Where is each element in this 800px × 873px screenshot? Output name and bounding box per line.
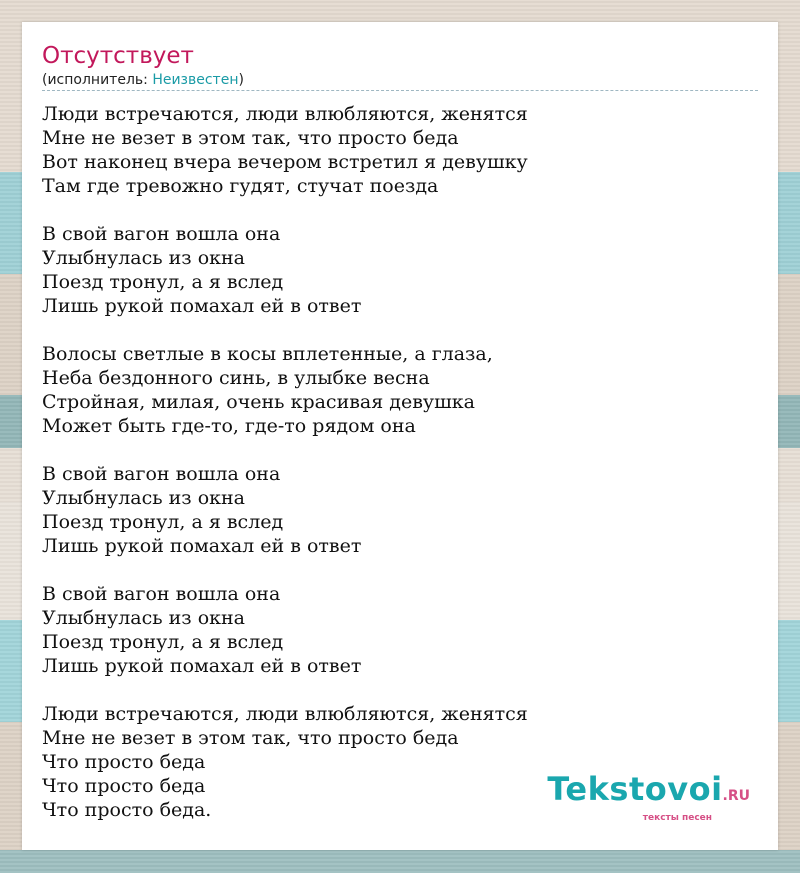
logo-word: Tekstovoi: [547, 770, 723, 808]
lyrics-line: Люди встречаются, люди влюбляются, женятся: [42, 103, 528, 125]
lyrics-line: Улыбнулась из окна: [42, 247, 245, 269]
song-title: Отсутствует: [42, 43, 194, 69]
lyrics-line: Волосы светлые в косы вплетенные, а глаза,: [42, 343, 493, 365]
lyrics-line: Лишь рукой помахал ей в ответ: [42, 535, 362, 557]
lyrics-line: Стройная, милая, очень красивая девушка: [42, 391, 475, 413]
lyrics-stanza: [42, 342, 528, 438]
title-divider: [42, 90, 758, 91]
artist-line: [42, 71, 244, 89]
lyrics-stanza: [42, 462, 528, 558]
lyrics-stanza: [42, 582, 528, 678]
lyrics-line: В свой вагон вошла она: [42, 463, 281, 485]
lyrics-line: Поезд тронул, а я вслед: [42, 631, 284, 653]
lyrics-line: Поезд тронул, а я вслед: [42, 511, 284, 533]
lyrics-stanza: [42, 102, 528, 198]
lyrics-line: Люди встречаются, люди влюбляются, женятся: [42, 703, 528, 725]
lyrics-line: Может быть где-то, где-то рядом она: [42, 415, 416, 437]
logo-tld: .RU: [722, 788, 750, 804]
lyrics-line: Там где тревожно гудят, стучат поезда: [42, 175, 439, 197]
artist-suffix: ): [238, 72, 244, 88]
lyrics-line: Мне не везет в этом так, что просто беда: [42, 727, 459, 749]
lyrics-line: Что просто беда.: [42, 799, 212, 821]
logo-wordmark: [547, 772, 750, 813]
lyrics-line: Лишь рукой помахал ей в ответ: [42, 655, 362, 677]
lyrics-line: Мне не везет в этом так, что просто беда: [42, 127, 459, 149]
lyrics-line: Лишь рукой помахал ей в ответ: [42, 295, 362, 317]
artist-link[interactable]: Неизвестен: [152, 72, 239, 88]
artist-prefix: (исполнитель:: [42, 72, 153, 88]
lyrics-line: Улыбнулась из окна: [42, 607, 245, 629]
lyrics-line: Что просто беда: [42, 775, 206, 797]
lyrics-line: В свой вагон вошла она: [42, 223, 281, 245]
lyrics-card: [22, 22, 778, 850]
lyrics-line: Улыбнулась из окна: [42, 487, 245, 509]
lyrics-line: В свой вагон вошла она: [42, 583, 281, 605]
lyrics-stanza: [42, 222, 528, 318]
site-logo[interactable]: [547, 772, 750, 823]
logo-tagline: тексты песен: [642, 813, 712, 823]
lyrics-body: [42, 102, 528, 846]
lyrics-line: Поезд тронул, а я вслед: [42, 271, 284, 293]
lyrics-stanza: [42, 702, 528, 822]
lyrics-line: Вот наконец вчера вечером встретил я девушку: [42, 151, 528, 173]
lyrics-line: Неба бездонного синь, в улыбке весна: [42, 367, 430, 389]
lyrics-line: Что просто беда: [42, 751, 206, 773]
